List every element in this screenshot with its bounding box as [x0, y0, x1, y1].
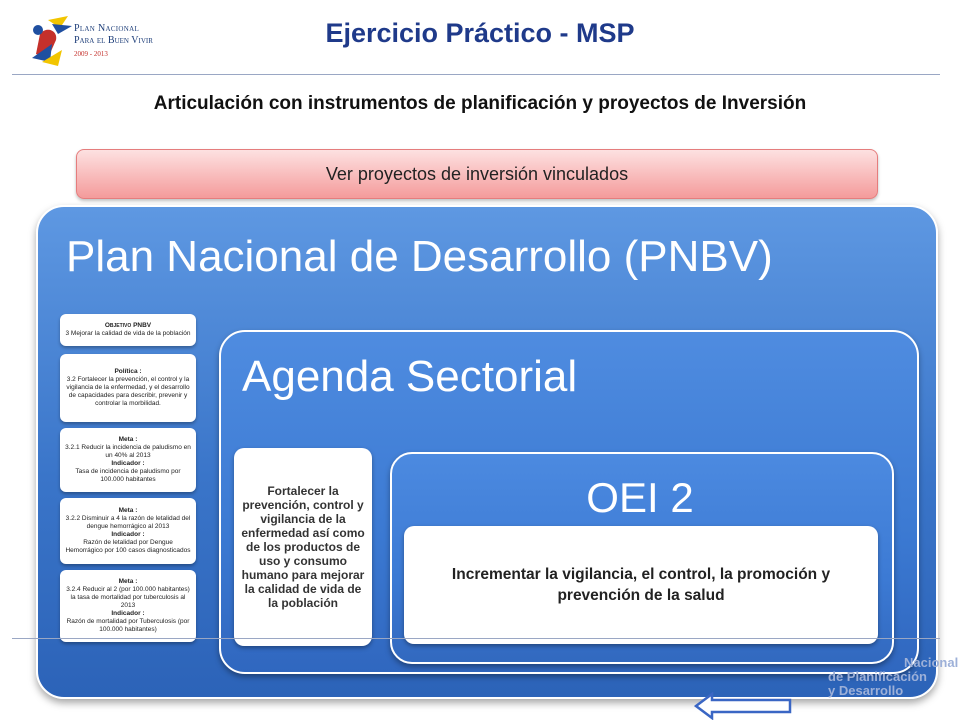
card-heading-2: Indicador : — [111, 460, 145, 467]
senplades-watermark — [828, 656, 958, 698]
card-heading: Meta : — [118, 507, 138, 514]
oei-text-box[interactable]: Incrementar la vigilancia, el control, la promoción y prevención de la salud — [404, 526, 878, 644]
agenda-sectorial-title: Agenda Sectorial — [242, 352, 578, 401]
pnbv-title: Plan Nacional de Desarrollo (PNBV) — [66, 232, 773, 281]
pnbv-meta-card-3[interactable] — [60, 570, 196, 642]
card-text-2: Razón de mortalidad por Tuberculosis (por 100.000 habitantes) — [66, 618, 190, 633]
pnbv-politica-card[interactable] — [60, 354, 196, 422]
header-divider — [12, 74, 940, 75]
pnbv-objetivo-card[interactable] — [60, 314, 196, 346]
watermark-line: y Desarrollo — [828, 683, 904, 698]
card-heading-2: Indicador : — [111, 531, 145, 538]
card-heading: Objetivo PNBV — [104, 322, 152, 329]
card-text: 3.2 Fortalecer la prevención, el control y la vigilancia de la enfermedad, y el desarrollo de capacidades para describir, prevenir y controlar la morbilidad. — [66, 376, 190, 407]
logo-line-1: Plan Nacional — [74, 23, 140, 34]
card-heading: Meta : — [118, 578, 138, 585]
card-heading: Política : — [114, 368, 142, 375]
watermark-line: de Planificación — [828, 669, 927, 684]
page-title: Ejercicio Práctico - MSP — [325, 18, 635, 48]
agenda-sectorial-text-box[interactable]: Fortalecer la prevención, control y vigilancia de la enfermedad así como de los productos de uso y consumo humano para mejorar la calidad de vida de la población — [234, 448, 372, 646]
oei-title: OEI 2 — [586, 474, 694, 521]
logo-years: 2009 - 2013 — [74, 50, 108, 58]
logo-line-2: Para el Buen Vivir — [74, 35, 153, 46]
pnbv-meta-card-1[interactable] — [60, 428, 196, 492]
page-subtitle: Articulación con instrumentos de planificación y proyectos de Inversión — [153, 93, 807, 114]
card-text: 3.2.2 Disminuir a 4 la razón de letalidad del dengue hemorrágico al 2013 — [65, 515, 191, 530]
card-text: 3.2.1 Reducir la incidencia de paludismo en un 40% al 2013 — [65, 444, 191, 459]
card-text-2: Razón de letalidad por Dengue Hemorrágico por 100 casos diagnosticados — [65, 539, 191, 554]
card-heading-2: Indicador : — [111, 610, 145, 617]
card-text-2: Tasa de incidencia de paludismo por 100.000 habitantes — [75, 468, 181, 483]
card-text: 3 Mejorar la calidad de vida de la población — [65, 330, 191, 337]
ver-proyectos-button[interactable]: Ver proyectos de inversión vinculados — [76, 149, 878, 199]
watermark-line: Nacional — [904, 655, 959, 670]
card-text: 3.2.4 Reducir al 2 (por 100.000 habitantes) la tasa de mortalidad por tuberculosis al 2013 — [66, 586, 190, 609]
back-arrow-button[interactable] — [694, 692, 794, 725]
pnbv-meta-card-2[interactable] — [60, 498, 196, 564]
card-heading: Meta : — [118, 436, 138, 443]
left-arrow-icon — [694, 692, 794, 720]
footer-divider — [12, 638, 940, 639]
